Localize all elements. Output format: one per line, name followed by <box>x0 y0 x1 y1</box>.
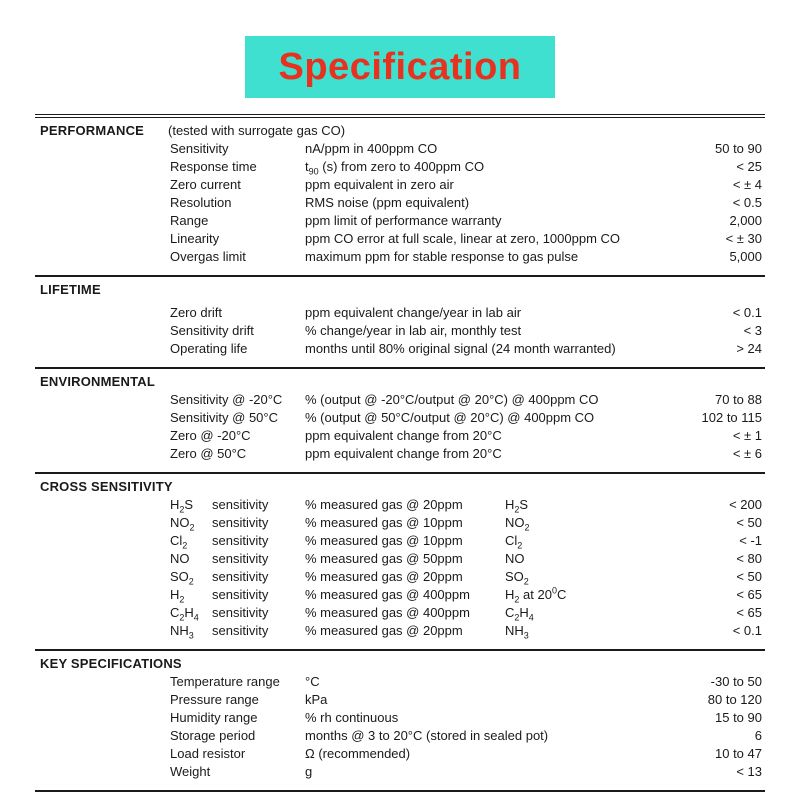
spec-row <box>170 445 762 463</box>
value-cell: < ± 4 <box>732 177 762 192</box>
description-cell: % change/year in lab air, monthly test <box>305 323 522 338</box>
spec-row <box>170 304 762 322</box>
description-cell: Ω (recommended) <box>305 746 411 761</box>
param-label: Zero current <box>170 177 241 192</box>
condition-cell: $NH_3$ <box>505 623 529 641</box>
spec-row <box>170 586 762 604</box>
spec-table <box>35 114 765 792</box>
section-title: KEY SPECIFICATIONS <box>40 656 182 671</box>
param-label: Linearity <box>170 231 220 246</box>
spec-row <box>170 622 762 640</box>
param-cell <box>170 409 278 427</box>
value-cell: 2,000 <box>729 213 762 228</box>
param-cell <box>170 304 222 322</box>
description-cell: % measured gas @ 10ppm <box>305 533 463 548</box>
param-label: Pressure range <box>170 692 259 707</box>
param-cell <box>170 514 268 532</box>
description-cell: ppm limit of performance warranty <box>305 213 502 228</box>
section-title: PERFORMANCE <box>40 123 145 138</box>
spec-section <box>35 474 765 651</box>
description-cell: ppm equivalent change from 20°C <box>305 446 502 461</box>
description-cell: ppm CO error at full scale, linear at zero, 1000ppm CO <box>305 231 621 246</box>
value-cell: < 80 <box>736 551 762 566</box>
value-cell: 80 to 120 <box>707 692 762 707</box>
spec-row <box>170 427 762 445</box>
value-cell: < 0.1 <box>732 623 762 638</box>
value-cell: < 0.5 <box>732 195 762 210</box>
param-cell <box>170 745 245 763</box>
description-cell: % (output @ -20°C/output @ 20°C) @ 400ppm CO <box>305 392 599 407</box>
section-title: ENVIRONMENTAL <box>40 374 156 389</box>
param-cell <box>170 673 280 691</box>
param-label: Temperature range <box>170 674 280 689</box>
param-label: Operating life <box>170 341 248 356</box>
condition-cell: NO <box>505 551 525 566</box>
value-cell: 70 to 88 <box>715 392 762 407</box>
gas-formula: $H_2$ <box>170 587 185 605</box>
section-rows <box>170 140 762 266</box>
value-cell: < 50 <box>736 569 762 584</box>
param-label: Sensitivity <box>170 141 229 156</box>
spec-row <box>170 409 762 427</box>
param-cell <box>170 727 255 745</box>
section-header <box>35 655 765 673</box>
param-label: Zero drift <box>170 305 223 320</box>
description-cell: % measured gas @ 400ppm <box>305 587 470 602</box>
section-header <box>35 281 765 299</box>
section-header <box>35 373 765 391</box>
param-label: sensitivity <box>212 605 269 620</box>
param-label: sensitivity <box>212 551 269 566</box>
spec-row <box>170 230 762 248</box>
gas-formula: $C_2H_4$ <box>170 605 199 623</box>
value-cell: > 24 <box>736 341 762 356</box>
param-cell <box>170 391 282 409</box>
param-label: Humidity range <box>170 710 258 725</box>
param-cell <box>170 709 257 727</box>
param-label: sensitivity <box>212 515 269 530</box>
description-cell: °C <box>305 674 320 689</box>
gas-formula: $SO_2$ <box>170 569 194 587</box>
section-header <box>35 478 765 496</box>
param-label: Sensitivity @ 50°C <box>170 410 278 425</box>
value-cell: 6 <box>754 728 762 743</box>
spec-row <box>170 176 762 194</box>
section-header <box>35 122 765 140</box>
description-cell: ppm equivalent change from 20°C <box>305 428 502 443</box>
param-cell <box>170 194 231 212</box>
gas-formula: $H_2S$ <box>170 497 194 515</box>
spec-row <box>170 745 762 763</box>
page-title: Specification <box>278 45 522 88</box>
spec-row <box>170 158 762 176</box>
param-label: Zero @ 50°C <box>170 446 247 461</box>
value-cell: < 65 <box>736 587 762 602</box>
description-cell: RMS noise (ppm equivalent) <box>305 195 470 210</box>
spec-row <box>170 391 762 409</box>
title-banner <box>245 36 555 98</box>
spec-row <box>170 673 762 691</box>
param-cell <box>170 248 246 266</box>
description-cell: $t_{90}$ (s) from zero to 400ppm CO <box>305 159 485 177</box>
spec-row <box>170 532 762 550</box>
param-label: sensitivity <box>212 533 269 548</box>
param-cell <box>170 691 259 709</box>
value-cell: < 3 <box>743 323 762 338</box>
description-cell: months until 80% original signal (24 month warranted) <box>305 341 616 356</box>
param-label: Sensitivity drift <box>170 323 254 338</box>
param-label: Response time <box>170 159 257 174</box>
gas-formula: NO <box>170 551 190 566</box>
condition-cell: $H_2$ at $20^0C$ <box>505 585 567 605</box>
param-label: Resolution <box>170 195 232 210</box>
value-cell: < 200 <box>729 497 762 512</box>
description-cell: ppm equivalent change/year in lab air <box>305 305 522 320</box>
section-rows <box>170 496 762 640</box>
description-cell: nA/ppm in 400ppm CO <box>305 141 438 156</box>
spec-row <box>170 727 762 745</box>
value-cell: < ± 1 <box>732 428 762 443</box>
value-cell: < 0.1 <box>732 305 762 320</box>
param-cell <box>170 140 229 158</box>
param-cell <box>170 230 219 248</box>
condition-cell: $SO_2$ <box>505 569 529 587</box>
description-cell: g <box>305 764 313 779</box>
spec-row <box>170 496 762 514</box>
param-cell <box>170 322 254 340</box>
param-cell <box>170 550 268 568</box>
param-label: sensitivity <box>212 623 269 638</box>
value-cell: 10 to 47 <box>715 746 762 761</box>
value-cell: -30 to 50 <box>710 674 762 689</box>
param-label: sensitivity <box>212 587 269 602</box>
spec-section <box>35 118 765 277</box>
section-rows <box>170 673 762 781</box>
param-cell <box>170 340 247 358</box>
description-cell: % measured gas @ 20ppm <box>305 569 463 584</box>
value-cell: 5,000 <box>729 249 762 264</box>
condition-cell: $Cl_2$ <box>505 533 523 551</box>
description-cell: % measured gas @ 20ppm <box>305 497 463 512</box>
param-cell <box>170 532 268 550</box>
param-cell <box>170 604 268 622</box>
section-rows <box>170 391 762 463</box>
section-title: CROSS SENSITIVITY <box>40 479 173 494</box>
param-cell <box>170 212 208 230</box>
spec-row <box>170 763 762 781</box>
value-cell: < 25 <box>736 159 762 174</box>
value-cell: 102 to 115 <box>701 410 762 425</box>
spec-row <box>170 604 762 622</box>
spec-row <box>170 140 762 158</box>
param-cell <box>170 496 268 514</box>
spec-section <box>35 651 765 792</box>
description-cell: % measured gas @ 400ppm <box>305 605 470 620</box>
param-cell <box>170 158 257 176</box>
value-cell: < -1 <box>739 533 762 548</box>
description-cell: % measured gas @ 10ppm <box>305 515 463 530</box>
spec-section <box>35 369 765 474</box>
value-cell: < 65 <box>736 605 762 620</box>
param-label: Storage period <box>170 728 256 743</box>
param-label: Overgas limit <box>170 249 246 264</box>
param-cell <box>170 427 251 445</box>
param-cell <box>170 763 210 781</box>
value-cell: < 50 <box>736 515 762 530</box>
description-cell: % (output @ 50°C/output @ 20°C) @ 400ppm CO <box>305 410 595 425</box>
spec-row <box>170 550 762 568</box>
param-label: Sensitivity @ -20°C <box>170 392 283 407</box>
param-cell <box>170 586 268 604</box>
spec-row <box>170 340 762 358</box>
spec-row <box>170 322 762 340</box>
description-cell: % measured gas @ 50ppm <box>305 551 463 566</box>
condition-cell: $C_2H_4$ <box>505 605 534 623</box>
spec-row <box>170 691 762 709</box>
param-cell <box>170 622 268 640</box>
gas-formula: $Cl_2$ <box>170 533 188 551</box>
param-label: sensitivity <box>212 497 269 512</box>
value-cell: < ± 6 <box>732 446 762 461</box>
param-label: Zero @ -20°C <box>170 428 251 443</box>
description-cell: % measured gas @ 20ppm <box>305 623 463 638</box>
description-cell: months @ 3 to 20°C (stored in sealed pot) <box>305 728 549 743</box>
spec-row <box>170 248 762 266</box>
section-title: LIFETIME <box>40 282 101 297</box>
param-label: sensitivity <box>212 569 269 584</box>
param-label: Range <box>170 213 209 228</box>
value-cell: < 13 <box>736 764 762 779</box>
gas-formula: $NO_2$ <box>170 515 195 533</box>
description-cell: maximum ppm for stable response to gas pulse <box>305 249 579 264</box>
param-cell <box>170 445 246 463</box>
description-cell: kPa <box>305 692 328 707</box>
section-rows <box>170 304 762 358</box>
value-cell: 15 to 90 <box>715 710 762 725</box>
spec-row <box>170 514 762 532</box>
param-label: Load resistor <box>170 746 246 761</box>
condition-cell: $NO_2$ <box>505 515 530 533</box>
param-cell <box>170 176 241 194</box>
param-cell <box>170 568 268 586</box>
spec-section <box>35 277 765 369</box>
condition-cell: $H_2S$ <box>505 497 529 515</box>
value-cell: < ± 30 <box>725 231 762 246</box>
spec-row <box>170 194 762 212</box>
spec-row <box>170 568 762 586</box>
gas-formula: $NH_3$ <box>170 623 194 641</box>
param-label: Weight <box>170 764 211 779</box>
spec-row <box>170 709 762 727</box>
spec-row <box>170 212 762 230</box>
value-cell: 50 to 90 <box>715 141 762 156</box>
description-cell: ppm equivalent in zero air <box>305 177 454 192</box>
section-note: (tested with surrogate gas CO) <box>168 123 346 138</box>
description-cell: % rh continuous <box>305 710 399 725</box>
